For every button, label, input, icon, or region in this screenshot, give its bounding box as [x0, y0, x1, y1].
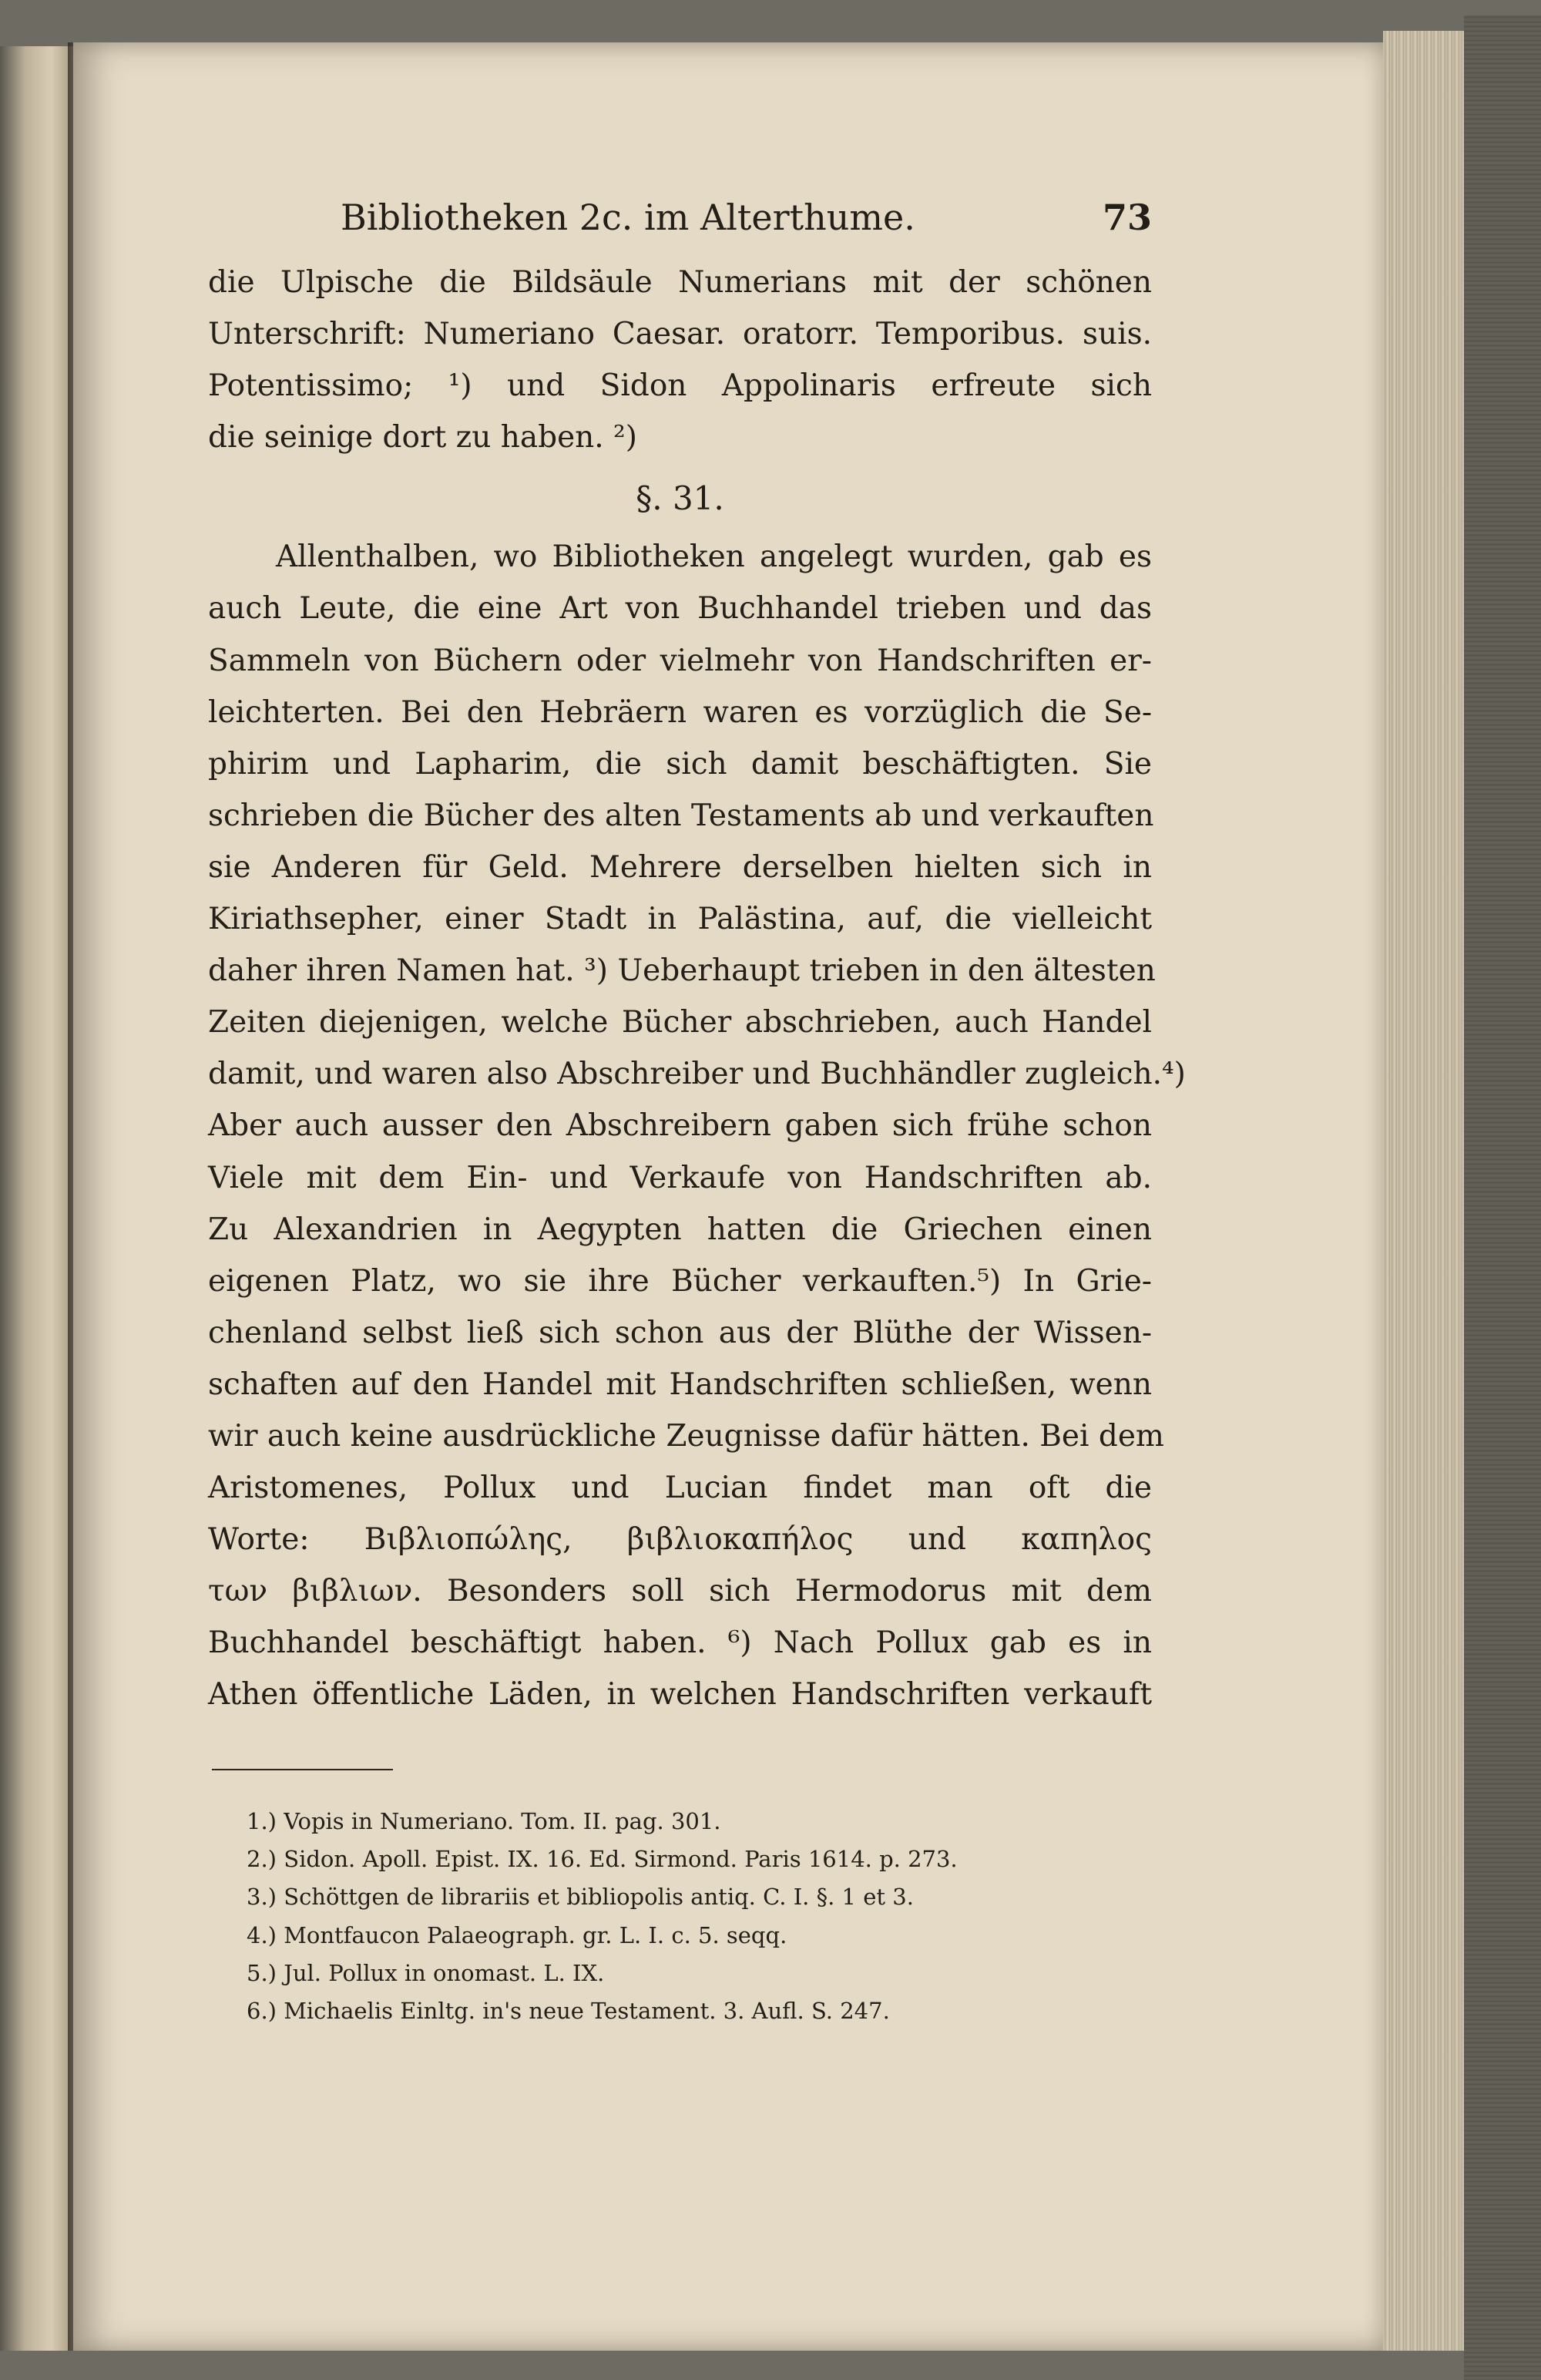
text-line: Zu Alexandrien in Aegypten hatten die Griechen einen: [208, 1212, 1152, 1247]
page-edges: [1383, 31, 1472, 2351]
text-line: Unterschrift: Numeriano Caesar. oratorr. Temporibus. suis.: [208, 317, 1152, 352]
text-line: chenland selbst ließ sich schon aus der Blüthe der Wissen-: [208, 1315, 1152, 1350]
text-line: Worte: Βιβλιοπώλης, βιβλιοκαπήλος und καπηλος: [208, 1522, 1152, 1558]
text-line: Potentissimo; ¹) und Sidon Appolinaris erfreute sich: [208, 368, 1152, 404]
text-line: των βιβλιων. Besonders soll sich Hermodorus mit dem: [208, 1574, 1152, 1609]
section-heading: §. 31.: [636, 479, 724, 518]
text-line: leichterten. Bei den Hebräern waren es vorzüglich die Se-: [208, 694, 1152, 730]
book-cover: [1464, 15, 1541, 2380]
text-line: Aber auch ausser den Abschreibern gaben sich frühe schon: [208, 1108, 1152, 1144]
text-line: Aristomenes, Pollux und Lucian findet man oft die: [208, 1471, 1152, 1506]
text-line: schaften auf den Handel mit Handschriften schließen, wenn: [208, 1366, 1152, 1402]
footnote: 2.) Sidon. Apoll. Epist. IX. 16. Ed. Sirmond. Paris 1614. p. 273.: [247, 1845, 958, 1872]
page-content: [208, 197, 1186, 2031]
text-line: Viele mit dem Ein- und Verkaufe von Handschriften ab.: [208, 1160, 1152, 1195]
text-line: auch Leute, die eine Art von Buchhandel trieben und das: [208, 591, 1152, 627]
footnote: 6.) Michaelis Einltg. in's neue Testament. 3. Aufl. S. 247.: [247, 1998, 890, 2025]
text-line: eigenen Platz, wo sie ihre Bücher verkauften.⁵) In Grie-: [208, 1263, 1152, 1299]
text-line: daher ihren Namen hat. ³) Ueberhaupt trieben in den ältesten: [208, 953, 1156, 989]
running-title: Bibliotheken 2c. im Alterthume.: [341, 197, 915, 238]
text-line: Kiriathsepher, einer Stadt in Palästina, auf, die vielleicht: [208, 902, 1152, 937]
footnote: 3.) Schöttgen de librariis et bibliopolis antiq. C. I. §. 1 et 3.: [247, 1884, 914, 1911]
page-number: 73: [1102, 197, 1152, 238]
footnote: 4.) Montfaucon Palaeograph. gr. L. I. c. 5. seqq.: [247, 1921, 787, 1948]
running-header: [208, 197, 1152, 257]
text-line: schrieben die Bücher des alten Testaments ab und verkauften: [208, 798, 1154, 833]
text-line: damit, und waren also Abschreiber und Buchhändler zugleich.⁴): [208, 1057, 1186, 1092]
footnote: 5.) Jul. Pollux in onomast. L. IX.: [247, 1960, 605, 1987]
text-line: Allenthalben, wo Bibliotheken angelegt wurden, gab es: [276, 540, 1152, 575]
footnotes: [247, 1803, 1152, 2031]
text-line: die seinige dort zu haben. ²): [208, 420, 637, 455]
text-block-after: [208, 531, 1186, 1720]
footnote: 1.) Vopis in Numeriano. Tom. II. pag. 301.: [247, 1807, 721, 1834]
text-block-before: [208, 257, 1152, 463]
text-line: phirim und Lapharim, die sich damit beschäftigten. Sie: [208, 746, 1152, 782]
text-line: wir auch keine ausdrückliche Zeugnisse dafür hätten. Bei dem: [208, 1418, 1164, 1454]
text-line: Athen öffentliche Läden, in welchen Handschriften verkauft: [208, 1677, 1152, 1713]
text-line: sie Anderen für Geld. Mehrere derselben hielten sich in: [208, 849, 1152, 885]
footnote-rule: [212, 1769, 393, 1770]
text-line: Buchhandel beschäftigt haben. ⁶) Nach Pollux gab es in: [208, 1625, 1152, 1661]
text-line: Zeiten diejenigen, welche Bücher abschrieben, auch Handel: [208, 1005, 1152, 1040]
text-line: die Ulpische die Bildsäule Numerians mit der schönen: [208, 265, 1152, 300]
facing-page-edge: [0, 46, 73, 2351]
text-line: Sammeln von Büchern oder vielmehr von Handschriften er-: [208, 643, 1152, 678]
